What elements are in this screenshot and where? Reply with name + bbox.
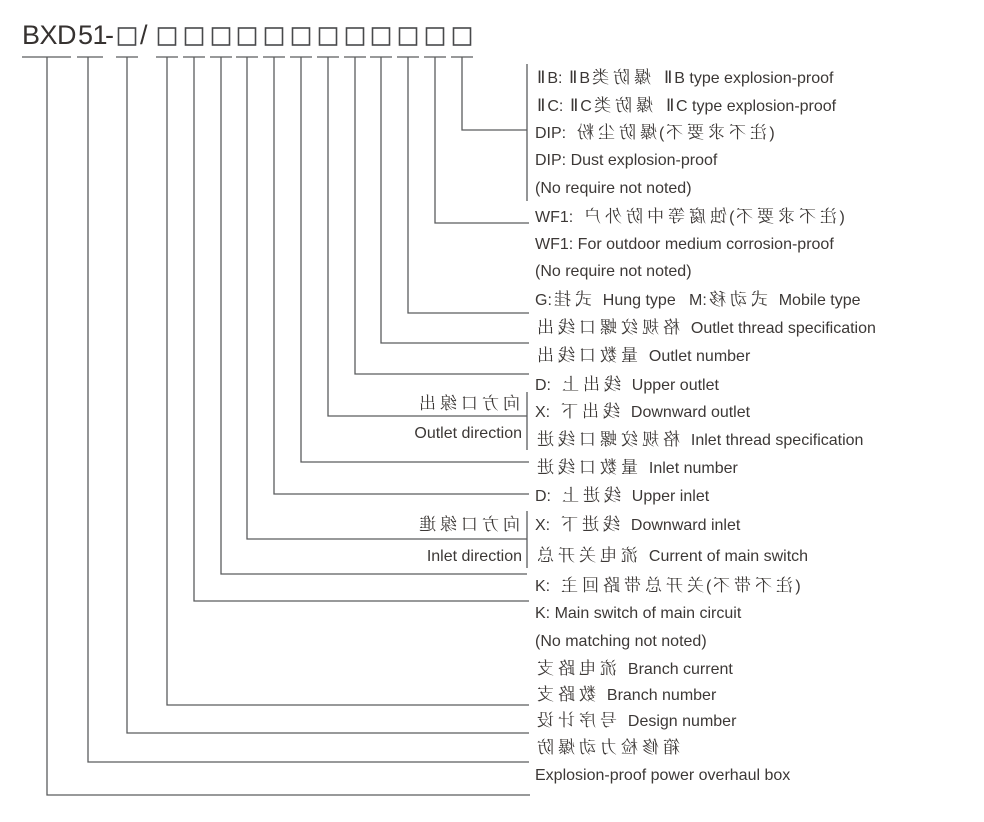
mirrored-cjk-char: 箱 [663,738,680,757]
legend-row: D: 上 进 线 Upper inlet [535,484,709,508]
mirrored-cjk-char: 路 [558,659,575,678]
mirrored-cjk-char: 类 [593,96,611,115]
mirrored-cjk-char: 支 [537,659,554,678]
mirrored-cjk-char: 防 [626,207,644,226]
mirrored-cjk-char: 注 [820,207,838,226]
legend-row: 进 线 口 数 量 Inlet number [535,456,738,480]
mirrored-cjk-char: 防 [614,96,632,115]
legend-row: 进 线 口 螺 纹 规 格 Inlet thread specification [535,428,863,452]
legend-row [535,736,682,760]
mirrored-cjk-char: 出 [537,346,554,365]
mirrored-cjk-char: 腐 [689,207,707,226]
side-label-cn [417,392,522,416]
connector-line [328,57,527,416]
mirrored-cjk-char: Ⅱ [568,68,578,87]
connector-line [408,57,529,313]
mirrored-cjk-char: 主 [561,576,579,595]
code-placeholder-box [373,28,390,45]
mirrored-cjk-char: 出 [582,375,600,394]
legend-row: (No matching not noted) [535,633,707,650]
mirrored-cjk-char: 带 [624,576,642,595]
mirrored-cjk-char: 螺 [600,430,617,449]
mirrored-cjk-char: 路 [558,685,575,704]
mirrored-cjk-char: 出 [582,402,600,421]
legend-row: DIP: 粉 尘 防 爆 ( 不 要 求 不 注 ) [535,121,775,145]
mirrored-cjk-char: 数 [600,346,617,365]
mirrored-cjk-char: 格 [663,318,680,337]
mirrored-cjk-char: 出 [419,394,436,413]
mirrored-cjk-char: 线 [558,430,575,449]
mirrored-cjk-char: 方 [482,394,499,413]
legend-row: 出 线 口 数 量 Outlet number [535,344,750,368]
mirrored-cjk-char: 防 [612,68,630,87]
model-code-slash: / [140,20,148,50]
mirrored-cjk-char: 线 [603,375,621,394]
legend-row: (No require not noted) [535,263,692,280]
code-placeholder-box [293,28,310,45]
legend-row: DIP: Dust explosion-proof [535,152,718,169]
mirrored-cjk-char: 口 [461,394,478,413]
mirrored-cjk-char: 外 [605,207,623,226]
side-label-cn [417,513,522,537]
mirrored-cjk-char: 数 [579,685,596,704]
mirrored-cjk-char: 下 [561,402,579,421]
connector-line [247,57,527,539]
mirrored-cjk-char: 下 [561,515,579,534]
legend-row: WF1: 户 外 防 中 等 腐 蚀 ( 不 要 求 不 注 ) [535,205,845,229]
mirrored-cjk-char: 关 [687,576,705,595]
mirrored-cjk-char: 出 [537,318,554,337]
mirrored-cjk-char: 电 [579,659,596,678]
mirrored-cjk-char: 开 [666,576,684,595]
mirrored-cjk-char: 支 [537,685,554,704]
code-placeholder-box [213,28,230,45]
legend-row: Ⅱ C: Ⅱ C 类 防 爆 Ⅱ C type explosion-proof [535,94,836,118]
mirrored-cjk-char: 方 [482,515,499,534]
mirrored-cjk-char: 线 [558,318,575,337]
mirrored-cjk-char: 口 [579,430,596,449]
code-placeholder-box [320,28,337,45]
mirrored-cjk-char: 带 [734,576,752,595]
mirrored-cjk-char: 防 [619,123,637,142]
mirrored-cjk-char: 式 [750,290,768,309]
mirrored-cjk-char: Ⅱ [665,96,675,115]
mirrored-cjk-char: 要 [687,123,705,142]
legend-row: 出 线 口 螺 纹 规 格 Outlet thread specification [535,316,876,340]
connector-line [221,57,527,574]
mirrored-cjk-char: 不 [799,207,817,226]
mirrored-cjk-char: 流 [621,546,638,565]
mirrored-cjk-char: 规 [642,430,659,449]
mirrored-cjk-char: 粉 [577,123,595,142]
mirrored-cjk-char: 修 [642,738,659,757]
mirrored-cjk-char: 关 [579,546,596,565]
connector-line [435,57,529,223]
mirrored-cjk-char: 线 [558,346,575,365]
mirrored-cjk-char: Ⅱ [537,96,546,115]
legend-row: G: 挂 式 Hung type M: 移 动 式 Mobile type [535,288,861,312]
mirrored-cjk-char: 缐 [440,515,457,534]
mirrored-cjk-char: 流 [600,659,617,678]
code-placeholder-box [347,28,364,45]
mirrored-cjk-char: 进 [582,486,600,505]
code-placeholder-box [119,28,136,45]
mirrored-cjk-char: 号 [600,711,617,730]
code-placeholder-box [266,28,283,45]
mirrored-cjk-char: 口 [461,515,478,534]
mirrored-cjk-char: 数 [600,458,617,477]
code-placeholder-box [239,28,256,45]
mirrored-cjk-char: Ⅱ [663,68,673,87]
mirrored-cjk-char: 计 [558,711,575,730]
mirrored-cjk-char: 等 [668,207,686,226]
legend-row: WF1: For outdoor medium corrosion-proof [535,236,834,253]
mirrored-cjk-char: 电 [600,546,617,565]
mirrored-cjk-char: 线 [603,402,621,421]
mirrored-cjk-char: 不 [666,123,684,142]
mirrored-cjk-char: Ⅱ [537,68,546,87]
mirrored-cjk-char: 求 [708,123,726,142]
mirrored-cjk-char: 向 [503,515,520,534]
mirrored-cjk-char: 上 [561,375,579,394]
connector-line [381,57,529,343]
code-placeholder-box [186,28,203,45]
mirrored-cjk-char: 口 [579,318,596,337]
mirrored-cjk-char: 总 [645,576,663,595]
mirrored-cjk-char: 螺 [600,318,617,337]
mirrored-cjk-char: 进 [582,515,600,534]
side-label-en: Outlet direction [414,425,522,442]
mirrored-cjk-char: 移 [708,290,726,309]
mirrored-cjk-char: 线 [603,515,621,534]
mirrored-cjk-char: 开 [558,546,575,565]
legend-row: K: 主 回 路 带 总 开 关 ( 不 带 不 注 ) [535,574,801,598]
legend-row: Ⅱ B: Ⅱ B 类 防 爆 Ⅱ B type explosion-proof [535,66,833,90]
mirrored-cjk-char: 不 [736,207,754,226]
mirrored-cjk-char: 进 [537,430,554,449]
mirrored-cjk-char: 回 [582,576,600,595]
mirrored-cjk-char: 动 [729,290,747,309]
mirrored-cjk-char: 力 [600,738,617,757]
legend-row: 设 计 序 号 Design number [535,709,736,733]
legend-row: X: 下 进 线 Downward inlet [535,513,740,537]
mirrored-cjk-char: 规 [642,318,659,337]
mirrored-cjk-char: 口 [579,346,596,365]
mirrored-cjk-char: 量 [621,346,638,365]
mirrored-cjk-char: 注 [750,123,768,142]
model-code-series: 51 [78,20,108,50]
mirrored-cjk-char: 挂 [553,290,571,309]
mirrored-cjk-char: 量 [621,458,638,477]
mirrored-cjk-char: Ⅱ [569,96,579,115]
mirrored-cjk-char: 爆 [633,68,651,87]
mirrored-cjk-char: 進 [419,515,436,534]
mirrored-cjk-char: 纹 [621,430,638,449]
mirrored-cjk-char: 序 [579,711,596,730]
legend-row: 总 开 关 电 流 Current of main switch [535,544,808,568]
legend-row: K: Main switch of main circuit [535,605,742,622]
mirrored-cjk-char: 向 [503,394,520,413]
mirrored-cjk-char: 尘 [598,123,616,142]
legend-row: 支 路 数 Branch number [535,683,716,707]
mirrored-cjk-char: 缐 [440,394,457,413]
model-code-prefix: BXD [22,20,77,50]
legend-row: D: 上 出 线 Upper outlet [535,373,719,397]
mirrored-cjk-char: 要 [757,207,775,226]
mirrored-cjk-char: 格 [663,430,680,449]
mirrored-cjk-char: 不 [713,576,731,595]
mirrored-cjk-char: 类 [591,68,609,87]
mirrored-cjk-char: 注 [776,576,794,595]
code-placeholder-box [454,28,471,45]
mirrored-cjk-char: 口 [579,458,596,477]
mirrored-cjk-char: 线 [603,486,621,505]
mirrored-cjk-char: 总 [537,546,554,565]
mirrored-cjk-char: 爆 [635,96,653,115]
mirrored-cjk-char: 求 [778,207,796,226]
mirrored-cjk-char: 检 [621,738,638,757]
legend-row: (No require not noted) [535,180,692,197]
mirrored-cjk-char: 蚀 [710,207,728,226]
mirrored-cjk-char: 不 [755,576,773,595]
legend-row: X: 下 出 线 Downward outlet [535,400,750,424]
mirrored-cjk-char: 防 [537,738,554,757]
code-placeholder-box [427,28,444,45]
side-label-en: Inlet direction [426,548,522,565]
mirrored-cjk-char: 爆 [640,123,658,142]
mirrored-cjk-char: 进 [537,458,554,477]
model-code-separator: - [105,20,114,50]
code-placeholder-box [400,28,417,45]
mirrored-cjk-char: 上 [561,486,579,505]
mirrored-cjk-char: 户 [584,207,602,226]
mirrored-cjk-char: 纹 [621,318,638,337]
code-placeholder-box [159,28,176,45]
mirrored-cjk-char: 线 [558,458,575,477]
legend-row: 支 路 电 流 Branch current [535,657,733,681]
connector-line [462,57,527,130]
mirrored-cjk-char: 设 [537,711,554,730]
mirrored-cjk-char: 不 [729,123,747,142]
mirrored-cjk-char: 动 [579,738,596,757]
mirrored-cjk-char: 式 [574,290,592,309]
mirrored-cjk-char: 中 [647,207,665,226]
mirrored-cjk-char: 爆 [558,738,575,757]
legend-row: Explosion-proof power overhaul box [535,767,791,784]
mirrored-cjk-char: 路 [603,576,621,595]
